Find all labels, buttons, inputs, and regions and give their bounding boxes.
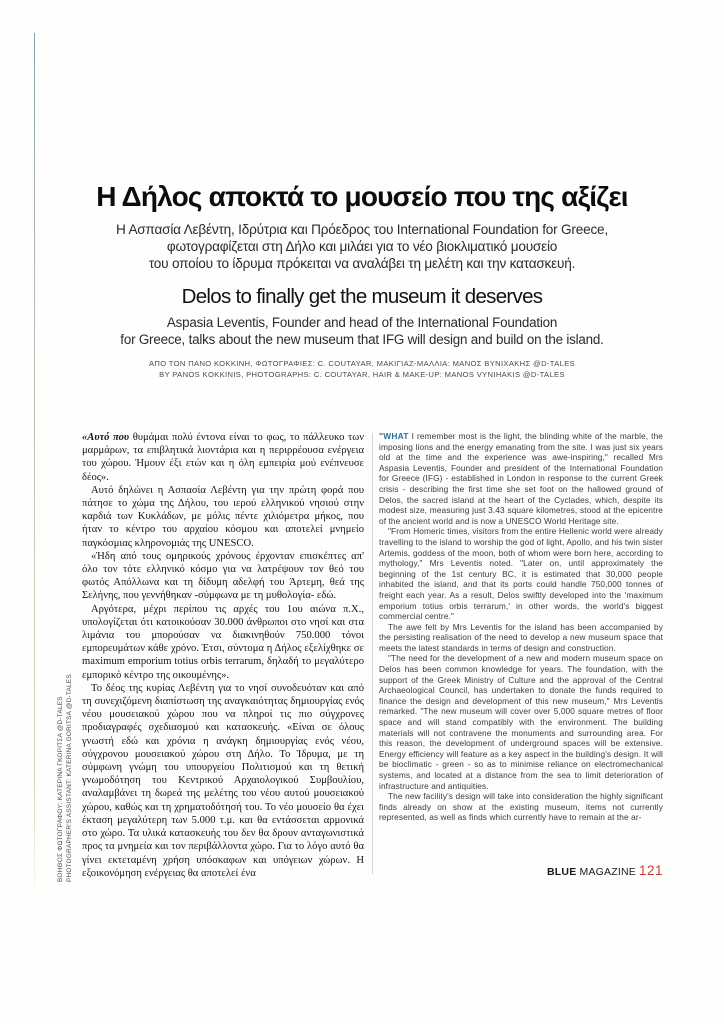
paragraph: Το δέος της κυρίας Λεβέντη για το νησί συνοδευόταν και από τη συνεχιζόμενη διαπίστωση της αναγκαιότητας δημιουργίας ενός νέου μουσειακού χώρου που να πληροί τις πιο σύγχρονες προδιαγραφές σχεδιασμού και κατασκευής. «Είναι σε όλους γνωστή εδώ και χρόνια η ανάγκη δημιουργίας ενός νέου, σύγχρονου μουσειακού χώρου στη Δήλο. Το Ίδρυμα, με τη σύμφωνη γνώμη του υπουργείου Πολιτισμού και τη θετική γνωμοδότηση του Κεντρικού Αρχαιολογικού Συμβουλίου, αναλαμβάνει τη δωρεά της μελέτης του νέου αυτού μουσειακού χώρου, καθώς και τη χρηματοδότησή του. Το νέο μουσείο θα έχει έκταση μεγαλύτερη των 5.000 τ.μ. και θα εντάσσεται αρμονικά στο χώρο. Τα υλικά κατασκευής του δεν θα δρουν ανταγωνιστικά προς τα μνημεία και τον περιβάλλοντα χώρο. Για το λόγο αυτό θα γίνει εκτεταμένη χρήση υπόσκαφων και υπόγειων χώρων. Η εξοικονόμηση ενέργειας θα αποτελεί ένα [82, 682, 364, 879]
paragraph: "From Homeric times, visitors from the entire Hellenic world were already travelling to the island to worship the god of light, Apollo, and his twin sister Artemis, goddess of the moon, both of whom were born here, according to mythology," Mrs Leventis noted. "Later on, until approximately the beginning of the 1st century BC, it is estimated that 30,000 people inhabited the island, and that its ports could handle 750,000 tonnes of freight each year. As a result, Delos swiftly developed into the 'maximum emporium totius orbis terrarum,' in other words, the world's biggest commercial centre." [379, 526, 663, 622]
byline-credits-greek: ΑΠΟ ΤΟΝ ΠΑΝΟ ΚΟΚΚΙΝΗ, ΦΩΤΟΓΡΑΦΙΕΣ: C. COUTAYAR, ΜΑΚΙΓΙΑΖ-ΜΑΛΛΙΑ: ΜΑΝΟΣ ΒΥΝΙΧΑΚΗΣ @D-TALES [148, 359, 576, 368]
lead-word-english: "WHAT [379, 431, 409, 441]
paragraph [379, 431, 663, 526]
subtitle-greek-line: φωτογραφίζεται στη Δήλο και μιλάει για το νέο βιοκλιματικό μουσείο [166, 239, 558, 254]
byline-credits [60, 359, 664, 380]
page-number: 121 [638, 863, 663, 878]
column-divider-rule [372, 433, 373, 874]
greek-column [82, 431, 364, 880]
byline-credits-english: BY PANOS KOKKINIS, PHOTOGRAPHS: C. COUTAYAR, HAIR & MAKE-UP: MANOS VYNIHAKIS @D-TALES [159, 369, 565, 379]
photo-credit-greek: ΒΟΗΘΟΣ ΦΩΤΟΓΡΑΦΟΥ: ΚΑΤΕΡΙΝΑ ΓΚΟΡΙΤΣΑ @D-TALES [57, 696, 64, 882]
lead-words-greek: «Αυτό που [82, 432, 130, 443]
subtitle-greek-line: Η Ασπασία Λεβέντη, Ιδρύτρια και Πρόεδρος του International Foundation for Greece, [116, 222, 608, 237]
article-body [82, 431, 663, 880]
subtitle-english-line: Aspasia Leventis, Founder and head of the International Foundation [166, 315, 558, 330]
subtitle-greek [60, 221, 664, 272]
magazine-brand-rest: MAGAZINE [576, 866, 636, 878]
headline-greek: Η Δήλος αποκτά το μουσείο που της αξίζει [96, 181, 628, 212]
photo-credits-vertical [57, 674, 74, 882]
paragraph: Αυτό δηλώνει η Ασπασία Λεβέντη για την πρώτη φορά που πάτησε το χώμα της Δήλου, του ιερού ελληνικού νησιού στην καρδιά των Κυκλάδων, με μόλις πέντε χιλιόμετρα μήκος, που ήταν το κέντρο του αρχαίου κόσμου και αποτελεί μνημείο παγκόσμιας κληρονομιάς της UNESCO. [82, 484, 364, 549]
paragraph: "The need for the development of a new and modern museum space on Delos has been common knowledge for years. The foundation, with the support of the Greek Ministry of Culture and the approval of the Central Archaeological Council, has undertaken to donate the funds required to finance the design and development of this new museum," Mrs Leventis remarked. "The new museum will cover over 5,000 square metres of floor space and will stand compatibly with the environment. The building materials will not contravene the monuments and surrounding area. For this reason, the development of underground spaces will be extensive. Energy efficiency will feature as a key aspect in the building's design. It will be bioclimatic - green - so as to minimise reliance on electromechanical systems, and located at a distance from the sea to limit deterioration of infrastructure and antiquities. [379, 653, 663, 791]
headline-english: Delos to finally get the museum it deserves [181, 285, 543, 308]
paragraph: The new facility's design will take into consideration the highly significant finds already on show at the existing museum, items not currently represented, as well as finds which currently have to remain at the ar- [379, 791, 663, 823]
article-header [60, 181, 664, 380]
page-fold-line [34, 33, 35, 907]
paragraph-text: I remember most is the light, the blinding white of the marble, the imposing lions and the energy emanating from the site. I was just six years old at the time and the experience was awe-inspiring," recalled Mrs Aspasia Leventis, Founder and president of the International Foundation for Greece (IFG) - established in London in response to the current Greek crisis - describing the first time she set foot on the hallowed ground of Delos, the sacred island at the heart of the Cyclades, which, despite its modest size, measuring just 3.43 square kilometres, stood at the epicentre of the ancient world and is now a UNESCO World Heritage site. [379, 431, 663, 526]
subtitle-english [60, 314, 664, 348]
paragraph: «Ήδη από τους ομηρικούς χρόνους έρχονταν επισκέπτες απ' όλο τον τότε ελληνικό κόσμο για να λατρέψουν τον θεό του φωτός Απόλλωνα και τη δίδυμη αδελφή του Άρτεμη, θεά της Σελήνης, που γεννήθηκαν -σύμφωνα με τη μυθολογία- εδώ. [82, 550, 364, 602]
english-column [379, 431, 663, 880]
photo-credit-english: PHOTOGRAPHER'S ASSISTANT: KATERINA GORITSA @D-TALES [65, 674, 73, 882]
magazine-brand-bold: BLUE [547, 866, 577, 878]
paragraph-text: θυμάμαι πολύ έντονα είναι το φως, το πάλλευκο των μαρμάρων, τα επιβλητικά λιοντάρια και η περιρρέουσα ενέργεια του χώρου. Ήμουν έξι ετών και η όλη εμπειρία μού ενέπνευσε δέος». [82, 432, 364, 483]
paragraph [82, 431, 364, 484]
subtitle-greek-line: του οποίου το ίδρυμα πρόκειται να αναλάβει τη μελέτη και την κατασκευή. [148, 256, 576, 271]
paragraph: Αργότερα, μέχρι περίπου τις αρχές του 1ου αιώνα π.Χ., υπολογίζεται ότι κατοικούσαν 30.000 άνθρωποι στο νησί και στα λιμάνια του μπορούσαν να διακινηθούν 750.000 τόνοι εμπορευμάτων κάθε χρόνο. Έτσι, σύντομα η Δήλος εξελίχθηκε σε maximum emporium totius orbis terrarum, δηλαδή το μεγαλύτερο εμπορικό κέντρο της οικουμένης». [82, 603, 364, 681]
paragraph: The awe felt by Mrs Leventis for the island has been accompanied by the persisting realisation of the need to develop a new museum space that meets the latest standards in terms of design and construction. [379, 621, 663, 653]
page-footer [547, 863, 663, 878]
subtitle-english-line: for Greece, talks about the new museum that IFG will design and build on the island. [120, 332, 604, 347]
